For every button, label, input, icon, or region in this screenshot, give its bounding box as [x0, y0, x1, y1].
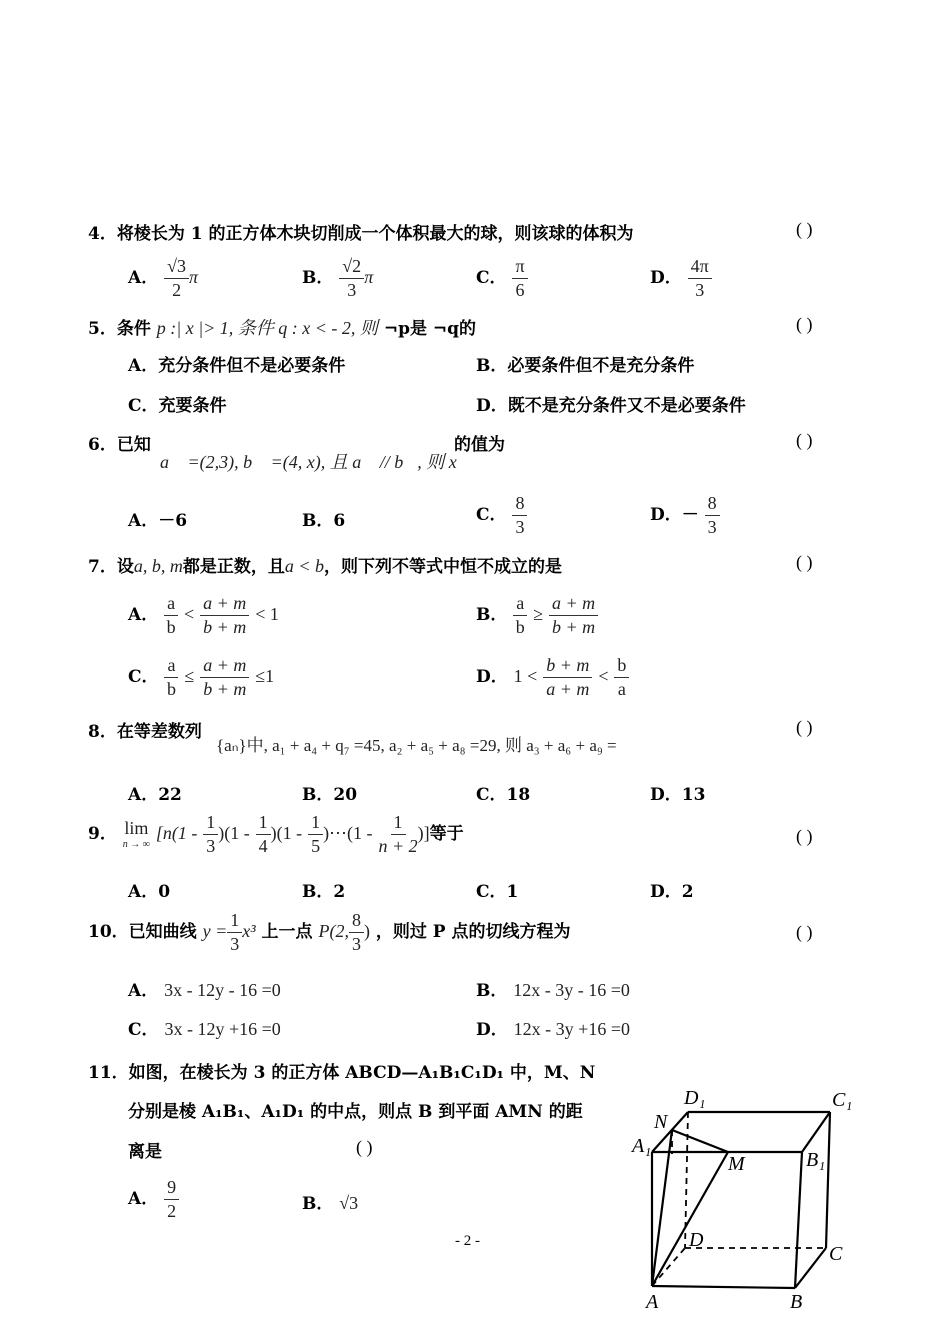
- q5-not-q: ¬q: [432, 319, 460, 339]
- q5-option-d: D．既不是充分条件又不是必要条件: [476, 396, 746, 416]
- q4-option-d-frac: $\frac{4\pi}{3}$: [688, 257, 712, 300]
- edge-b1-b: [795, 1152, 802, 1288]
- edge-c1-c: [826, 1112, 830, 1248]
- edge-a-b: [652, 1286, 795, 1288]
- q5-stem: 5．条件 p :| x |> 1, 条件 q : x < - 2, 则 ¬p是 ¬q的: [88, 318, 477, 339]
- q8-stem-lead: 8．在等差数列: [88, 722, 202, 742]
- q4-option-b-label: B．: [302, 267, 334, 288]
- q5-option-b: B．必要条件但不是充分条件: [476, 356, 695, 376]
- q7-option-b: B． $\frac{a}{b}$ ≥ $\frac{a + m}{b + m}$: [476, 594, 598, 637]
- page-number: - 2 -: [455, 1233, 480, 1249]
- label-C: C: [829, 1243, 843, 1265]
- q7-stem: 7．设a, b, m都是正数，且a < b，则下列不等式中恒不成立的是: [88, 556, 562, 577]
- label-A1: A₁: [632, 1135, 652, 1157]
- q11-option-a-frac: $\frac{9}{2}$: [164, 1178, 179, 1221]
- q9-answer-bracket: ( ): [796, 826, 813, 846]
- q6-option-c-frac: $\frac{8}{3}$: [512, 494, 527, 537]
- q4-stem: 4．将棱长为 1 的正方体木块切削成一个体积最大的球，则该球的体积为: [88, 224, 634, 244]
- q5-condition-math: p :| x |> 1, 条件 q : x < - 2, 则: [156, 318, 378, 338]
- q8-sequence-math: {aₙ}中, a₁ + a₄ + q₇ =45, a₂ + a₅ + a₈ =29, 则 a₃ + a₆ + a₉ =: [216, 736, 617, 755]
- label-N: N: [654, 1111, 668, 1133]
- q8-option-d: D．13: [650, 785, 706, 805]
- q9-option-c: C．1: [476, 882, 519, 902]
- q5-answer-bracket: ( ): [796, 314, 813, 334]
- q9-limit: lim n → ∞: [122, 818, 150, 851]
- q4-option-d: [650, 257, 712, 300]
- q6-stem-tail: 的值为: [454, 435, 505, 455]
- q8-option-a: A．22: [128, 785, 182, 805]
- q11-answer-bracket: ( ): [356, 1137, 373, 1157]
- q5-option-c: C．充要条件: [128, 396, 227, 416]
- q7-option-a: A． $\frac{a}{b}$ < $\frac{a + m}{b + m}$ < 1: [128, 593, 279, 637]
- label-D: D: [689, 1229, 704, 1251]
- q4-option-b: B． $\frac{√2}{3}$ π: [302, 256, 374, 300]
- q10-option-a: A． 3x - 12y - 16 =0: [128, 980, 281, 1001]
- q8-option-b: B．20: [302, 785, 358, 805]
- label-A: A: [646, 1291, 659, 1313]
- q4-answer-bracket: ( ): [796, 219, 813, 239]
- q6-option-d: D．－ $\frac{8}{3}$: [650, 494, 720, 537]
- q10-stem: 10．已知曲线 y = $\frac{1}{3}$ x³ 上一点 P(2, $\frac{8}{3}$ ) ，则过 P 点的切线方程为: [88, 910, 571, 954]
- q11-option-b: B． √3: [302, 1193, 359, 1214]
- q4-option-a: A． $\frac{√3}{2}$ π: [128, 256, 199, 300]
- q6-vector-math: a⃗ =(2,3), b⃗ =(4, x), 且 a⃗ // b⃗, 则 x: [160, 452, 457, 472]
- q4-option-b-frac: $\frac{√2}{3}$: [339, 257, 364, 300]
- q7-answer-bracket: ( ): [796, 552, 813, 572]
- edge-a-n: [652, 1130, 672, 1286]
- q10-answer-bracket: ( ): [796, 922, 813, 942]
- q6-answer-bracket: ( ): [796, 430, 813, 450]
- q11-stem-line3: 离是: [128, 1142, 162, 1162]
- q9-stem: 9． lim n → ∞ [n(1 - $\frac{1}{3}$ )(1 - $\frac{1}{4}$ )(1 - $\frac{1}{5}$ )⋯(1 - $\frac{1}{n + 2}$ )]等于: [88, 812, 464, 856]
- label-D1: D₁: [684, 1087, 706, 1109]
- q9-option-a: A．0: [128, 882, 171, 902]
- q4-option-c-label: C．: [476, 267, 507, 288]
- q4-option-c-frac: $\frac{\pi}{6}$: [512, 257, 527, 300]
- q9-option-d: D．2: [650, 882, 694, 902]
- q6-option-c: C． $\frac{8}{3}$: [476, 494, 527, 537]
- q7-option-d: D． 1 < $\frac{b + m}{a + m}$ < $\frac{b}{a}$: [476, 656, 629, 699]
- q10-option-b: B． 12x - 3y - 16 =0: [476, 980, 630, 1001]
- edge-c1-b1: [802, 1112, 830, 1152]
- q6-option-d-frac: $\frac{8}{3}$: [705, 494, 720, 537]
- q7-option-c: C． $\frac{a}{b}$ ≤ $\frac{a + m}{b + m}$ ≤1: [128, 655, 275, 699]
- q9-option-b: B．2: [302, 882, 346, 902]
- q11-stem-line2: 分别是棱 A₁B₁、A₁D₁ 的中点，则点 B 到平面 AMN 的距: [128, 1102, 583, 1122]
- edge-n-m: [672, 1130, 728, 1152]
- q6-option-b: B．6: [302, 511, 346, 531]
- q4-option-d-label: D．: [650, 267, 682, 288]
- q5-option-a: A．充分条件但不是必要条件: [128, 356, 346, 376]
- q8-option-c: C．18: [476, 785, 531, 805]
- label-M: M: [728, 1153, 745, 1175]
- q4-option-a-label: A．: [128, 267, 159, 288]
- hidden-edge-d1-d: [685, 1112, 688, 1248]
- q11-stem-line1: 11．如图，在棱长为 3 的正方体 ABCD—A₁B₁C₁D₁ 中，M、N: [88, 1063, 596, 1083]
- label-C1: C₁: [832, 1089, 853, 1111]
- label-B1: B₁: [806, 1149, 826, 1171]
- edge-a-m: [652, 1152, 728, 1286]
- q10-option-d: D． 12x - 3y +16 =0: [476, 1019, 630, 1040]
- q4-option-c: [476, 257, 528, 300]
- cube-figure: [630, 1080, 870, 1320]
- q10-option-c: C． 3x - 12y +16 =0: [128, 1019, 281, 1040]
- q11-option-a: A． $\frac{9}{2}$: [128, 1178, 179, 1221]
- q4-option-a-frac: $\frac{√3}{2}$: [164, 257, 189, 300]
- q8-answer-bracket: ( ): [796, 717, 813, 737]
- label-B: B: [790, 1291, 803, 1313]
- q6-option-a: A．－6: [128, 511, 188, 531]
- q6-stem-lead: 6．已知: [88, 435, 151, 455]
- edge-c-b: [795, 1248, 826, 1288]
- q5-not-p: ¬p: [383, 319, 410, 339]
